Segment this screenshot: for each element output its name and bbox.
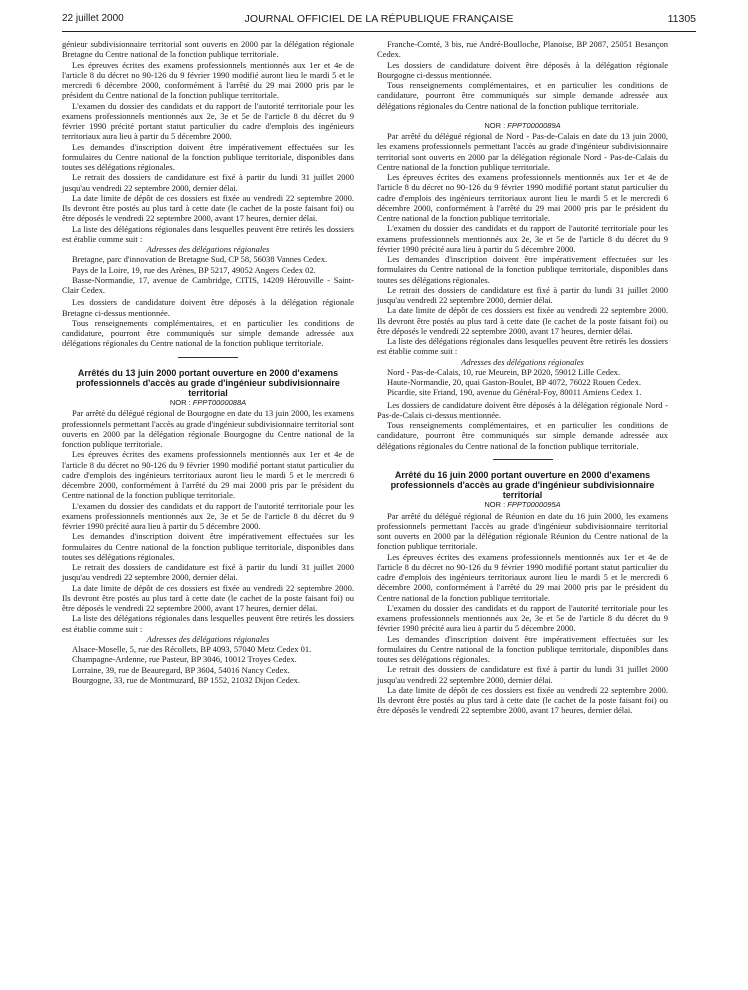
paragraph: L'examen du dossier des candidats et du rapport de l'autorité territoriale pour les examens professionnels mentionnés aux 2e, 3e et 5e de l'article 8 du décret du 9 février 1990 précité aura lieu à partir du 5 décembre 2000.	[377, 602, 668, 634]
paragraph: La liste des délégations régionales dans lesquelles peuvent être retirés les dossiers est établie comme suit :	[62, 223, 354, 244]
nor-code: FPPT0000089A	[507, 120, 561, 130]
nor-label: NOR :	[484, 120, 506, 130]
paragraph: Par arrêté du délégué régional de Nord - Pas-de-Calais en date du 13 juin 2000, les examens professionnels permettant l'accès au grade d'ingénieur subdivisionnaire territorial sont ouverts en 2000 par la délégation régionale Nord - Pas-de-Calais du Centre national de la fonction publique territoriale.	[377, 131, 668, 172]
paragraph: Le retrait des dossiers de candidature est fixé à partir du lundi 31 juillet 2000 jusqu'au vendredi 22 septembre 2000, dernier délai.	[62, 172, 354, 193]
paragraph: La date limite de dépôt de ces dossiers est fixée au vendredi 22 septembre 2000. Ils devront être postés au plus tard à cette date (le cachet de la poste faisant foi) ou être déposés le vendredi 22 septembre 2000, avant 17 heures, dernier délai.	[62, 192, 354, 224]
left-column	[62, 39, 354, 685]
issue-date: 22 juillet 2000	[62, 13, 124, 24]
journal-title: JOURNAL OFFICIEL DE LA RÉPUBLIQUE FRANÇAISE	[244, 13, 514, 25]
paragraph: Le retrait des dossiers de candidature est fixé à partir du lundi 31 juillet 2000 jusqu'au vendredi 22 septembre 2000, dernier délai.	[377, 284, 668, 305]
paragraph: Par arrêté du délégué régional de Bourgogne en date du 13 juin 2000, les examens professionnels permettant l'accès au grade d'ingénieur subdivisionnaire territorial sont ouverts en 2000 par la délégation régionale Bourgogne du Centre national de la fonction publique territoriale.	[62, 408, 354, 450]
nor-reference	[62, 398, 354, 408]
address-entry: Nord - Pas-de-Calais, 10, rue Meurein, BP 2020, 59012 Lille Cedex.	[387, 366, 621, 377]
paragraph: Les demandes d'inscription doivent être impérativement effectuées sur les formulaires du Centre national de la fonction publique territoriale, disponibles dans toutes ses délégations régionales.	[62, 531, 354, 562]
section-separator	[493, 459, 553, 460]
paragraph: Le retrait des dossiers de candidature est fixé à partir du lundi 31 juillet 2000 jusqu'au vendredi 22 septembre 2000, dernier délai.	[377, 664, 668, 685]
address-entry: Lorraine, 39, rue de Beauregard, BP 3604, 54016 Nancy Cedex.	[72, 664, 290, 675]
page-header	[62, 13, 696, 29]
nor-code: FPPT0000088A	[192, 398, 247, 408]
addresses-heading: Adresses des délégations régionales	[461, 356, 584, 367]
paragraph: Les épreuves écrites des examens professionnels mentionnés aux 1er et 4e de l'article 8 du décret no 90-126 du 9 février 1990 modifié portant statut particulier du cadre d'emplois des ingénieurs territoriaux auront lieu le mardi 5 et le mercredi 6 décembre 2000, conformément à l'arrêté du 29 mai 2000 pris par le président du Centre national de la fonction publique territoriale.	[377, 172, 668, 223]
paragraph: L'examen du dossier des candidats et du rapport de l'autorité territoriale pour les examens professionnels mentionnés aux 2e, 3e et 5e de l'article 8 du décret du 9 février 1990 précité portant statut particulier du cadre d'emplois des ingénieurs territoriaux aura lieu à partir du 5 décembre 2000.	[62, 100, 354, 142]
address-entry: Bourgogne, 33, rue de Montmuzard, BP 1552, 21032 Dijon Cedex.	[72, 674, 301, 685]
arrete-title: Arrêté du 16 juin 2000 portant ouverture en 2000 d'examens professionnels d'accès au grade d'ingénieur subdivisionnaire territorial	[390, 469, 655, 501]
paragraph: Les dossiers de candidature doivent être déposés à la délégation régionale Nord - Pas-de-Calais ci-dessus mentionnée.	[377, 399, 668, 420]
addresses-heading: Adresses des délégations régionales	[146, 633, 270, 644]
address-entry: Basse-Normandie, 17, avenue de Cambridge, CITIS, 14209 Hérouville - Saint-Clair Cedex.	[62, 274, 354, 295]
paragraph: Les dossiers de candidature doivent être déposés à la délégation régionale Bourgogne ci-dessus mentionnée.	[377, 59, 668, 80]
paragraph: La date limite de dépôt de ces dossiers est fixée au vendredi 22 septembre 2000. Ils devront être postés au plus tard à cette date (le cachet de la poste faisant foi) ou être déposés le vendredi 22 septembre 2000, avant 17 heures, dernier délai.	[377, 305, 668, 336]
paragraph: Les demandes d'inscription doivent être impérativement effectuées sur les formulaires du Centre national de la fonction publique territoriale, disponibles dans toutes ses délégations régionales.	[377, 254, 668, 285]
nor-reference	[377, 121, 668, 131]
address-entry: Champagne-Ardenne, rue Pasteur, BP 3046, 10012 Troyes Cedex.	[72, 654, 297, 665]
paragraph: Les demandes d'inscription doivent être impérativement effectuées sur les formulaires du Centre national de la fonction publique territoriale, disponibles dans toutes ses délégations régionales.	[377, 633, 668, 665]
paragraph: La date limite de dépôt de ces dossiers est fixée au vendredi 22 septembre 2000. Ils devront être postés au plus tard à cette date (le cachet de la poste faisant foi) ou être déposés le vendredi 22 septembre 2000, avant 17 heures, dernier délai.	[62, 582, 354, 614]
right-column	[377, 39, 668, 716]
address-entry: Haute-Normandie, 20, quai Gaston-Boulet, BP 4072, 76022 Rouen Cedex.	[387, 377, 641, 387]
address-entry: Picardie, site Friand, 190, avenue du Général-Foy, 80011 Amiens Cedex 1.	[387, 387, 642, 398]
paragraph: Les demandes d'inscription doivent être impérativement effectuées sur les formulaires du Centre national de la fonction publique territoriale, disponibles dans toutes ses délégations régionales.	[62, 141, 354, 172]
nor-label: NOR :	[169, 398, 191, 408]
paragraph: L'examen du dossier des candidats et du rapport de l'autorité territoriale pour les examens professionnels mentionnés aux 2e, 3e et 5e de l'article 8 du décret du 9 février 1990 précité aura lieu à partir du 5 décembre 2000.	[62, 500, 354, 532]
header-rule	[62, 31, 696, 32]
address-entry: Alsace-Moselle, 5, rue des Récollets, BP 4093, 57040 Metz Cedex 01.	[72, 644, 312, 655]
paragraph: La liste des délégations régionales dans lesquelles peuvent être retirés les dossiers est établie comme suit :	[62, 613, 354, 634]
paragraph: Tous renseignements complémentaires, et en particulier les conditions de candidature, pourront être communiqués sur simple demande adressée aux délégations régionales du Centre national de la fonction publique territoriale.	[62, 317, 354, 349]
address-entry: Bretagne, parc d'innovation de Bretagne Sud, CP 58, 56038 Vannes Cedex.	[72, 254, 328, 265]
paragraph: génieur subdivisionnaire territorial sont ouverts en 2000 par la délégation régionale Bretagne du Centre national de la fonction publique territoriale.	[62, 39, 354, 60]
paragraph: L'examen du dossier des candidats et du rapport de l'autorité territoriale pour les examens professionnels mentionnés aux 2e, 3e et 5e de l'article 8 du décret du 9 février 1990 précité aura lieu à partir du 5 décembre 2000.	[377, 223, 668, 254]
paragraph: Les épreuves écrites des examens professionnels mentionnés aux 1er et 4e de l'article 8 du décret no 90-126 du 9 février 1990 modifié portant statut particulier du cadre d'emplois des ingénieurs territoriaux auront lieu le mardi 5 et le mercredi 6 décembre 2000, conformément à l'arrêté du 29 mai 2000 pris par le président du Centre national de la fonction publique territoriale.	[377, 551, 668, 603]
paragraph: La date limite de dépôt de ces dossiers est fixée au vendredi 22 septembre 2000. Ils devront être postés au plus tard à cette date (le cachet de la poste faisant foi) ou être déposés le vendredi 22 septembre 2000, avant 17 heures, dernier délai.	[377, 684, 668, 716]
arrete-title: Arrêtés du 13 juin 2000 portant ouverture en 2000 d'examens professionnels d'accès au grade d'ingénieur subdivisionnaire territorial	[76, 367, 340, 398]
paragraph: Le retrait des dossiers de candidature est fixé à partir du lundi 31 juillet 2000 jusqu'au vendredi 22 septembre 2000, dernier délai.	[62, 562, 354, 583]
addresses-heading: Adresses des délégations régionales	[146, 244, 270, 254]
nor-code: FPPT0000095A	[507, 500, 561, 510]
paragraph: Les épreuves écrites des examens professionnels mentionnés aux 1er et 4e de l'article 8 du décret no 90-126 du 9 février 1990 modifié portant statut particulier du cadre d'emplois des ingénieurs territoriaux auront lieu le mardi 5 et le mercredi 6 décembre 2000, conformément à l'arrêté du 29 mai 2000 pris par le président du Centre national de la fonction publique territoriale.	[62, 449, 354, 501]
page-number: 11305	[667, 13, 696, 25]
address-entry: Pays de la Loire, 19, rue des Arènes, BP 5217, 49052 Angers Cedex 02.	[72, 264, 316, 275]
address-entry: Franche-Comté, 3 bis, rue André-Boulloche, Planoise, BP 2087, 25051 Besançon Cedex.	[377, 39, 668, 60]
paragraph: Tous renseignements complémentaires, et en particulier les conditions de candidature, pourront être communiqués sur simple demande adressée aux délégations régionales du Centre national de la fonction publique territoriale.	[377, 80, 668, 111]
paragraph: Tous renseignements complémentaires, et en particulier les conditions de candidature, pourront être communiqués sur simple demande adressée aux délégations régionales du Centre national de la fonction publique territoriale.	[377, 420, 668, 451]
nor-label: NOR :	[484, 500, 506, 510]
paragraph: Les épreuves écrites des examens professionnels mentionnés aux 1er et 4e de l'article 8 du décret no 90-126 du 9 février 1990 modifié auront lieu le mardi 5 et le mercredi 6 décembre 2000, conformément à l'arrêté du 29 mai 2000 pris par le président du Centre national de la fonction publique territoriale.	[62, 59, 354, 101]
nor-reference	[377, 500, 668, 510]
paragraph: La liste des délégations régionales dans lesquelles peuvent être retirés les dossiers est établie comme suit :	[377, 336, 668, 357]
paragraph: Les dossiers de candidature doivent être déposés à la délégation régionale Bretagne ci-dessus mentionnée.	[62, 297, 354, 318]
section-separator	[178, 357, 238, 358]
paragraph: Par arrêté du délégué régional de Réunion en date du 16 juin 2000, les examens professionnels permettant l'accès au grade d'ingénieur subdivisionnaire territorial sont ouverts en 2000 par la délégation régionale Réunion du Centre national de la fonction publique territoriale.	[377, 510, 668, 552]
